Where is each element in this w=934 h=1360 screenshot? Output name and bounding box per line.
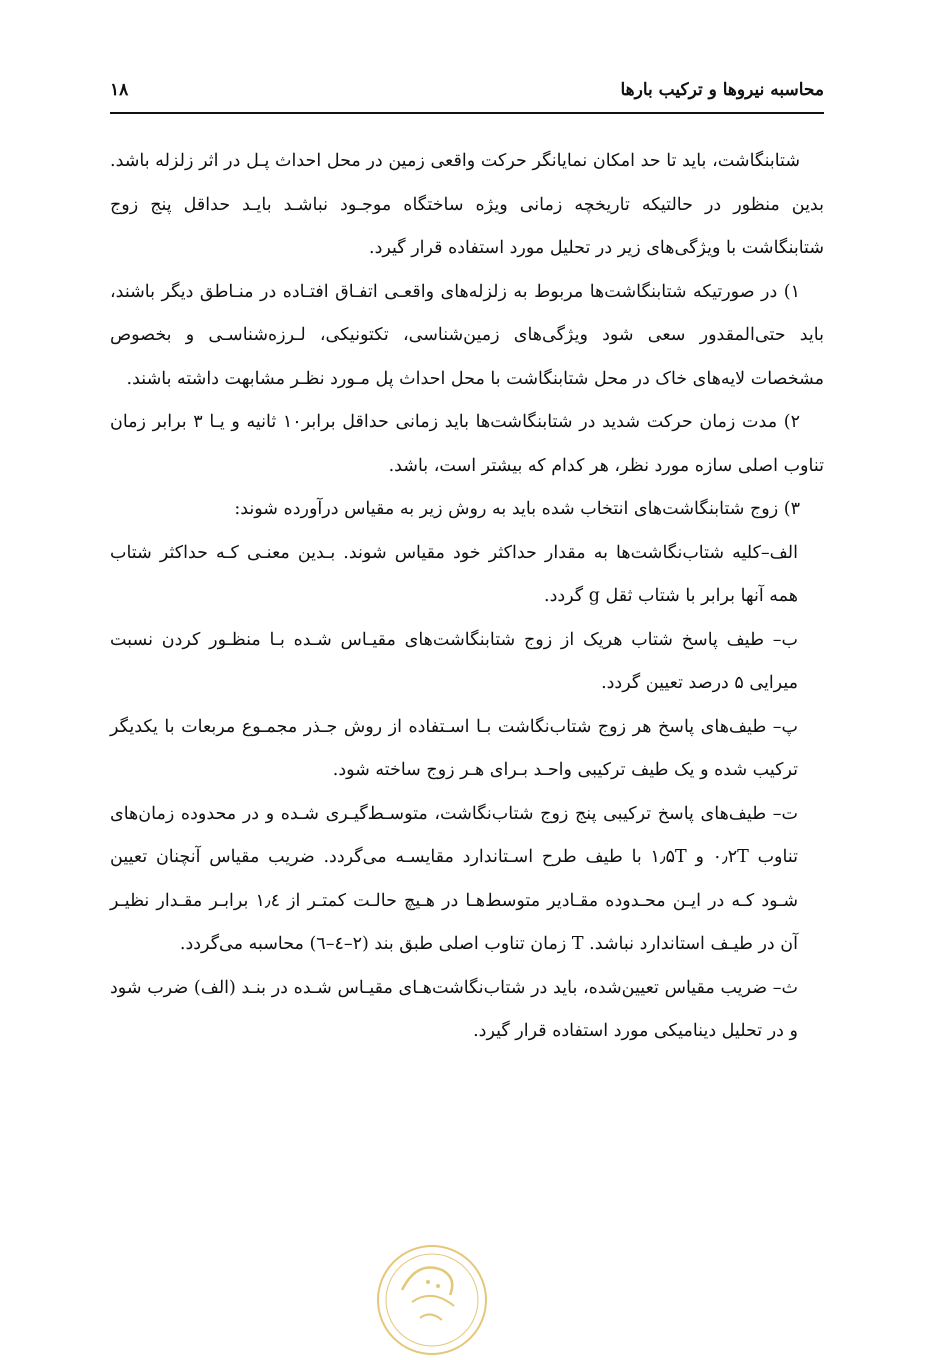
running-title: محاسبه نیروها و ترکیب بارها	[620, 80, 824, 100]
sub-item-alef: الف–کلیه شتاب‌نگاشت‌ها به مقدار حداکثر خود مقیاس شوند. بـدین معنـی کـه حداکثر شتاب همه آنها برابر با شتاب ثقل g گردد.	[110, 542, 798, 606]
body-text	[110, 140, 824, 1054]
list-item-1: ۱) در صورتیکه شتابنگاشت‌ها مربوط به زلزله‌های واقعـی اتفـاق افتـاده در منـاطق دیگر باشند، باید حتی‌المقدور سعی شود ویژگی‌های زمین‌شناسی، تکتونیکی، لـرزه‌شناسـی و بخصوص مشخصات لایه‌های خاک در محل شتابنگاشت با محل احداث پل مـورد نظـر مشابهت داشته باشند.	[110, 281, 824, 389]
paragraph-intro: شتابنگاشت، باید تا حد امکان نمایانگر حرکت واقعی زمین در محل احداث پـل در اثر زلزله باشد. بدین منظور در حالتیکه تاریخچه زمانی ویژه ساختگاه موجـود نباشـد بایـد حداقل پنج زوج شتابنگاشت با ویژگی‌های زیر در تحلیل مورد استفاده قرار گیرد.	[110, 151, 824, 258]
page-number: ۱۸	[110, 80, 129, 100]
sub-item-be: ب– طیف پاسخ شتاب هریک از زوج شتابنگاشت‌های مقیـاس شـده بـا منظـور کردن نسبت میرایی ۵ درصد تعیین گردد.	[110, 629, 798, 693]
sub-item-pe: پ– طیف‌های پاسخ هر زوج شتاب‌نگاشت بـا اسـتفاده از روش جـذر مجمـوع مربعات با یکدیگر ترکیب شده و یک طیف ترکیبی واحـد بـرای هـر زوج ساخته شود.	[110, 716, 798, 780]
list-item-2: ۲) مدت زمان حرکت شدید در شتابنگاشت‌ها باید زمانی حداقل برابر۱۰ ثانیه و یـا ۳ برابر زمان تناوب اصلی سازه مورد نظر، هر کدام که بیشتر است، باشد.	[110, 412, 824, 476]
page-header	[110, 74, 824, 114]
publisher-seal-icon	[372, 1240, 492, 1360]
sub-item-te: ت– طیف‌های پاسخ ترکیبی پنج زوج شتاب‌نگاشت، متوسـط‌گیـری شـده و در محدوده زمان‌های تناوب ۰٫۲T و ۱٫۵T با طیف طرح اسـتاندارد مقایسـه می‌گردد. ضریب مقیاس آنچنان تعیین شـود کـه در ایـن محـدوده مقـادیر متوسط‌هـا در هـیچ حالـت کمتـر از ۱٫٤ برابـر مقـدار نظیـر آن در طیـف استاندارد نباشد. T زمان تناوب اصلی طبق بند (۲–٤–٦) محاسبه می‌گردد.	[110, 803, 798, 954]
list-item-3: ۳) زوج شتابنگاشت‌های انتخاب شده باید به روش زیر به مقیاس درآورده شوند:	[234, 499, 800, 519]
sub-item-se: ث– ضریب مقیاس تعیین‌شده، باید در شتاب‌نگاشت‌هـای مقیـاس شـده در بنـد (الف) ضرب شود و در تحلیل دینامیکی مورد استفاده قرار گیرد.	[110, 977, 798, 1041]
document-page	[110, 0, 824, 1332]
